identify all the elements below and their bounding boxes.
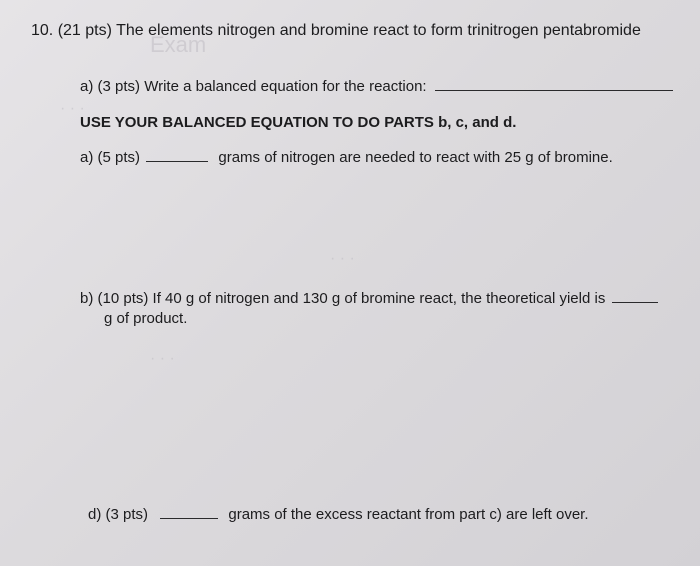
question-text: The elements nitrogen and bromine react to form trinitrogen pentabromide bbox=[116, 22, 641, 39]
bleed-through-mark: · · · bbox=[60, 100, 85, 117]
part-text: Write a balanced equation for the reaction: bbox=[144, 78, 427, 95]
part-b-continuation: g of product. bbox=[104, 310, 188, 327]
part-label: b) bbox=[80, 290, 94, 307]
part-text: If 40 g of nitrogen and 130 g of bromine react, the theoretical yield is bbox=[152, 290, 606, 307]
part-d bbox=[88, 506, 589, 523]
part-label: a) bbox=[80, 78, 94, 95]
answer-blank[interactable] bbox=[146, 149, 208, 162]
part-a-equation bbox=[80, 78, 673, 95]
part-points: (3 pts) bbox=[97, 78, 141, 95]
part-text: grams of nitrogen are needed to react with 25 g of bromine. bbox=[218, 149, 613, 166]
answer-blank[interactable] bbox=[612, 290, 658, 303]
part-points: (3 pts) bbox=[105, 506, 149, 523]
instruction-text: USE YOUR BALANCED EQUATION TO DO PARTS b, c, and d. bbox=[80, 114, 517, 131]
question-points: (21 pts) bbox=[57, 22, 112, 39]
part-points: (5 pts) bbox=[97, 149, 141, 166]
question-header bbox=[31, 22, 641, 40]
part-label: a) bbox=[80, 149, 94, 166]
bleed-through-mark: · · · bbox=[330, 250, 355, 267]
bleed-through-mark: Exam bbox=[150, 32, 207, 57]
part-text: grams of the excess reactant from part c) are left over. bbox=[228, 506, 589, 523]
question-number: 10. bbox=[31, 22, 54, 39]
answer-blank[interactable] bbox=[160, 506, 218, 519]
answer-blank[interactable] bbox=[435, 78, 673, 91]
part-points: (10 pts) bbox=[97, 290, 149, 307]
bleed-through-mark: · · · bbox=[150, 350, 175, 367]
part-a2 bbox=[80, 149, 613, 166]
part-b bbox=[80, 290, 658, 307]
part-label: d) bbox=[88, 506, 102, 523]
